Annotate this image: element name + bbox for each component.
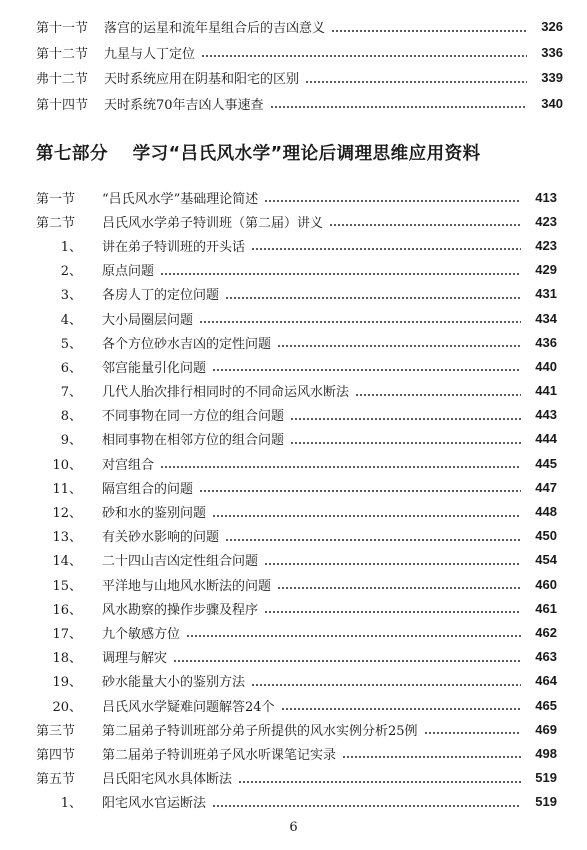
toc-entry-title: 天时系统70年吉凶人事速查 [104, 97, 264, 113]
toc-entry-title: 吕氏风水学弟子特训班（第二届）讲义 [102, 215, 324, 231]
toc-entry-page: 519 [535, 794, 557, 810]
dot-leader [342, 746, 521, 760]
toc-entry-title: 九星与人丁定位 [104, 46, 196, 62]
toc-entry-label: 第十四节 [36, 97, 89, 113]
page-number: 6 [289, 820, 298, 835]
toc-entry [0, 669, 587, 693]
toc-entry-title: 九个敏感方位 [102, 626, 181, 642]
toc-entry-title: 落宫的运星和流年星组合后的吉凶意义 [104, 21, 326, 37]
toc-entry-title: 第二届弟子特训班部分弟子所提供的风水实例分析25例 [102, 723, 418, 739]
toc-entry-page: 445 [535, 455, 557, 471]
toc-entry-label: 第五节 [36, 772, 76, 788]
toc-entry-page: 450 [535, 528, 557, 544]
toc-entry-page: 444 [535, 431, 557, 447]
toc-entry-label: 9、 [60, 433, 82, 449]
toc-entry-title: 对宫组合 [102, 457, 155, 473]
toc-entry-page: 326 [541, 19, 563, 35]
toc-entry-label: 1、 [60, 796, 82, 812]
dot-leader [290, 432, 521, 446]
toc-entry [0, 91, 587, 117]
toc-entry-page: 423 [535, 237, 557, 253]
toc-entry-page: 454 [535, 552, 557, 568]
dot-leader [277, 335, 521, 349]
toc-top-list [0, 14, 587, 116]
toc-entry [0, 354, 587, 378]
toc-entry-page: 413 [535, 189, 557, 205]
toc-entry [0, 185, 587, 209]
dot-leader [264, 190, 521, 204]
toc-entry-label: 17、 [52, 626, 82, 642]
toc-entry-label: 第四节 [36, 747, 76, 763]
dot-leader [329, 214, 521, 228]
toc-entry-page: 460 [535, 576, 557, 592]
toc-entry-label: 10、 [52, 457, 82, 473]
dot-leader [212, 359, 521, 373]
toc-entry [0, 766, 587, 790]
toc-entry-page: 465 [535, 697, 557, 713]
toc-entry [0, 717, 587, 741]
toc-entry [0, 572, 587, 596]
toc-entry [0, 548, 587, 572]
toc-entry-title: 大小局圈层问题 [102, 312, 194, 328]
toc-entry [0, 451, 587, 475]
toc-entry [0, 790, 587, 814]
toc-entry-label: 14、 [52, 554, 82, 570]
toc-entry [0, 14, 587, 40]
dot-leader [424, 722, 521, 736]
toc-entry-title: 吕氏阳宅风水具体断法 [102, 772, 233, 788]
dot-leader [212, 505, 521, 519]
dot-leader [264, 553, 521, 567]
toc-entry-label: 第二节 [36, 215, 76, 231]
toc-entry-page: 340 [541, 95, 563, 111]
toc-entry-page: 336 [541, 44, 563, 60]
toc-entry-label: 5、 [60, 336, 82, 352]
toc-entry [0, 330, 587, 354]
dot-leader [199, 480, 521, 494]
toc-entry-title: 隔宫组合的问题 [102, 481, 194, 497]
toc-entry-label: 13、 [52, 530, 82, 546]
toc-entry-label: 4、 [60, 312, 82, 328]
toc-entry-title: 有关砂水影响的问题 [102, 530, 220, 546]
toc-entry-title: 第二届弟子特训班弟子风水听课笔记实录 [102, 747, 337, 763]
toc-entry [0, 40, 587, 66]
toc-entry-page: 434 [535, 310, 557, 326]
toc-entry-title: 平洋地与山地风水断法的问题 [102, 578, 272, 594]
toc-entry-title: 不同事物在同一方位的组合问题 [102, 409, 285, 425]
toc-entry-label: 20、 [52, 699, 82, 715]
toc-entry-page: 443 [535, 407, 557, 423]
toc-entry-page: 464 [535, 673, 557, 689]
toc-entry-page: 498 [535, 745, 557, 761]
toc-entry-label: 第十二节 [36, 46, 89, 62]
dot-leader [281, 698, 521, 712]
toc-entry [0, 306, 587, 330]
toc-entry-page: 440 [535, 358, 557, 374]
toc-entry [0, 620, 587, 644]
toc-entry-page: 431 [535, 286, 557, 302]
toc-entry [0, 645, 587, 669]
toc-entry-label: 1、 [60, 239, 82, 255]
toc-entry-title: 讲在弟子特训班的开头话 [102, 239, 246, 255]
dot-leader [225, 529, 521, 543]
toc-entry-label: 19、 [52, 675, 82, 691]
toc-entry-title: 调理与解灾 [102, 651, 168, 667]
toc-entry-page: 469 [535, 721, 557, 737]
toc-entry-label: 第三节 [36, 723, 76, 739]
dot-leader [173, 650, 521, 664]
toc-entry-title: 吕氏风水学疑难问题解答24个 [102, 699, 275, 715]
toc-entry-label: 15、 [52, 578, 82, 594]
toc-entry [0, 65, 587, 91]
toc-entry-title: 天时系统应用在阴基和阳宅的区别 [104, 72, 300, 88]
toc-entry [0, 741, 587, 765]
toc-entry [0, 403, 587, 427]
dot-leader [264, 601, 521, 615]
toc-entry-page: 436 [535, 334, 557, 350]
toc-entry [0, 233, 587, 257]
toc-entry-label: 第一节 [36, 191, 76, 207]
toc-main-list [0, 185, 587, 814]
toc-entry-page: 429 [535, 262, 557, 278]
toc-entry-title: 风水勘察的操作步骤及程序 [102, 602, 259, 618]
toc-entry-title: 相同事物在相邻方位的组合问题 [102, 433, 285, 449]
toc-entry-page: 423 [535, 213, 557, 229]
toc-entry [0, 379, 587, 403]
toc-entry-label: 11、 [52, 481, 82, 497]
dot-leader [305, 71, 527, 85]
toc-entry-label: 8、 [60, 409, 82, 425]
toc-entry-title: 各房人丁的定位问题 [102, 288, 220, 304]
dot-leader [270, 96, 527, 110]
toc-entry [0, 258, 587, 282]
toc-entry-page: 462 [535, 624, 557, 640]
toc-entry-title: “吕氏风水学”基础理论简述 [102, 191, 259, 207]
toc-entry-label: 弗十二节 [36, 72, 89, 88]
toc-entry [0, 693, 587, 717]
toc-entry-label: 6、 [60, 360, 82, 376]
dot-leader [201, 45, 527, 59]
dot-leader [251, 238, 521, 252]
toc-entry-title: 原点问题 [102, 264, 155, 280]
dot-leader [290, 408, 521, 422]
dot-leader [212, 795, 521, 809]
toc-entry-page: 448 [535, 504, 557, 520]
toc-entry [0, 499, 587, 523]
toc-entry-title: 阳宅风水官运断法 [102, 796, 207, 812]
toc-entry-label: 12、 [52, 506, 82, 522]
part-heading [36, 140, 566, 165]
toc-entry-title: 砂水能量大小的鉴别方法 [102, 675, 246, 691]
toc-entry-page: 339 [541, 70, 563, 86]
dot-leader [225, 287, 521, 301]
toc-entry-title: 各个方位砂水吉凶的定性问题 [102, 336, 272, 352]
part-label: 第七部分 [36, 144, 108, 164]
toc-entry-page: 519 [535, 770, 557, 786]
toc-entry-title: 几代人胎次排行相同时的不同命运风水断法 [102, 385, 350, 401]
toc-entry [0, 596, 587, 620]
toc-entry [0, 427, 587, 451]
dot-leader [186, 625, 521, 639]
toc-entry-label: 2、 [60, 264, 82, 280]
dot-leader [160, 263, 521, 277]
toc-entry-title: 二十四山吉凶定性组合问题 [102, 554, 259, 570]
part-title: 学习“吕氏风水学”理论后调理思维应用资料 [132, 144, 481, 164]
toc-entry-page: 441 [535, 383, 557, 399]
toc-entry-label: 18、 [52, 651, 82, 667]
toc-entry [0, 282, 587, 306]
dot-leader [331, 20, 527, 34]
dot-leader [199, 311, 521, 325]
toc-entry-page: 447 [535, 479, 557, 495]
toc-entry-page: 463 [535, 649, 557, 665]
dot-leader [160, 456, 521, 470]
dot-leader [238, 771, 521, 785]
toc-entry-title: 邻宫能量引化问题 [102, 360, 207, 376]
toc-entry [0, 209, 587, 233]
dot-leader [355, 384, 521, 398]
toc-entry-label: 第十一节 [36, 21, 89, 37]
toc-entry [0, 524, 587, 548]
toc-entry [0, 475, 587, 499]
toc-entry-page: 461 [535, 600, 557, 616]
dot-leader [251, 674, 521, 688]
toc-entry-title: 砂和水的鉴别问题 [102, 506, 207, 522]
toc-entry-label: 16、 [52, 602, 82, 618]
dot-leader [277, 577, 521, 591]
toc-entry-label: 3、 [60, 288, 82, 304]
toc-entry-label: 7、 [60, 385, 82, 401]
